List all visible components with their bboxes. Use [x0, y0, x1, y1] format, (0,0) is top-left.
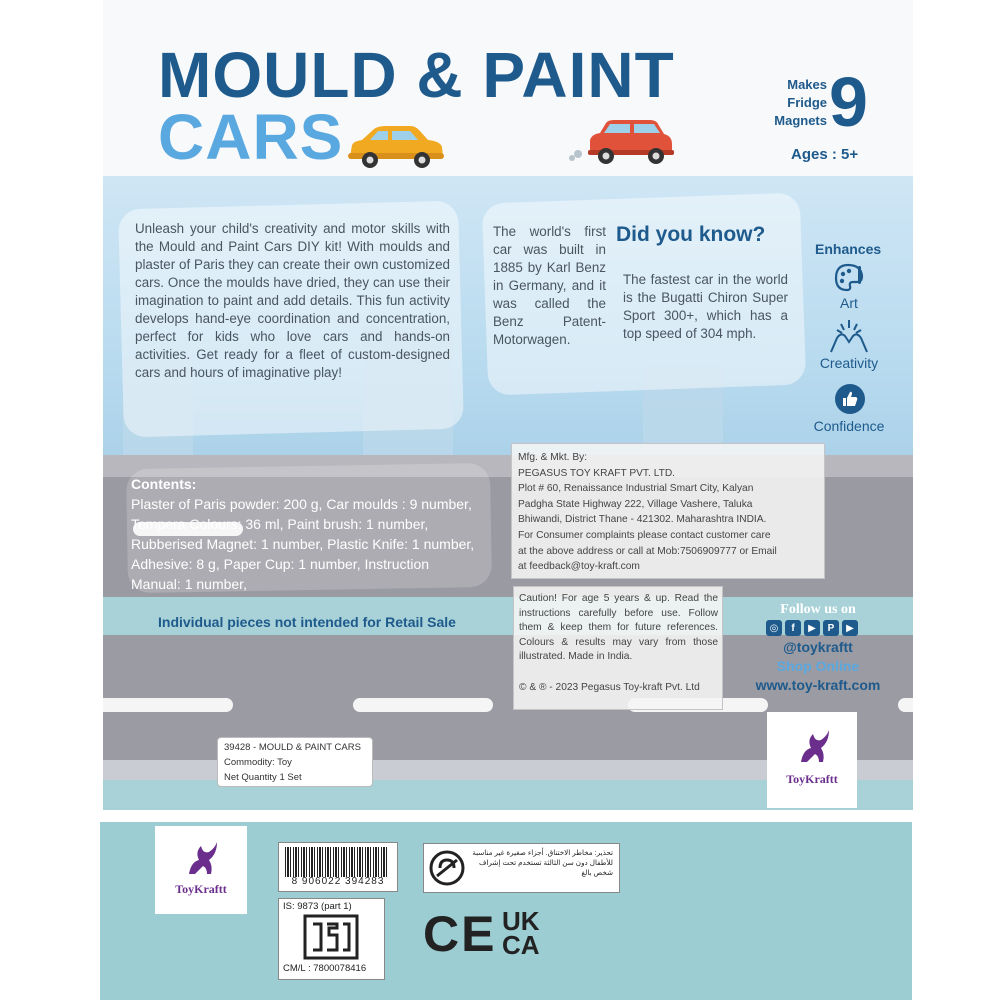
youtube-icon[interactable]: ▶: [804, 620, 820, 636]
hands-icon: [827, 316, 871, 354]
contents-title: Contents:: [131, 476, 197, 492]
isi-standard: IS: 9873 (part 1): [283, 901, 352, 912]
youtube-play-icon[interactable]: ▶: [842, 620, 858, 636]
social-icons: [766, 620, 858, 636]
magnet-count: 9: [829, 63, 868, 141]
history-fact: The world's first car was built in 1885 by Karl Benz in Germany, and it was called the Benz Patent-Motorwagen.: [493, 224, 606, 347]
thumbs-up-icon: [834, 383, 866, 415]
pegasus-icon: [793, 728, 833, 768]
arabic-warning-box: [423, 843, 620, 893]
makes-line-2: Fridge: [787, 95, 827, 110]
commodity-line: Commodity: Toy: [224, 757, 292, 768]
isi-mark: [278, 898, 385, 980]
caution-text: Caution! For age 5 years & up. Read the instructions carefully before use. Follow them & keep them for future references. Colours & results may vary from those illustrated. Made in India.: [519, 593, 718, 662]
red-car-icon: [568, 118, 678, 168]
instagram-icon[interactable]: ◎: [766, 620, 782, 636]
makes-label: [771, 76, 827, 130]
choking-hazard-icon: [428, 849, 466, 887]
ukca-line-2: CA: [502, 930, 540, 960]
contents-list: Plaster of Paris powder: 200 g, Car moulds : 9 number, Tempera Colours: 36 ml, Paint brush: 1 number, Rubberised Magnet: 1 number, Plastic Knife: 1 number, Adhesive: 8 g, Paper Cup: 1 number, Instruction Manual: 1 number,: [131, 496, 475, 592]
manufacturer-line: For Consumer complaints please contact customer care: [518, 529, 771, 541]
pinterest-icon[interactable]: P: [823, 620, 839, 636]
isi-licence: CM/L : 7800078416: [283, 963, 367, 974]
road-marking: [353, 698, 493, 712]
enhances-item-creativity: Creativity: [819, 355, 879, 371]
retail-note: Individual pieces not intended for Retail Sale: [158, 614, 456, 630]
makes-line-1: Makes: [787, 77, 827, 92]
manufacturer-line: Bhiwandi, District Thane - 421302. Maharashtra INDIA.: [518, 514, 767, 526]
ages-label: Ages : 5+: [791, 146, 859, 163]
manufacturer-line: PEGASUS TOY KRAFT PVT. LTD.: [518, 467, 676, 479]
follow-us-label: Follow us on: [780, 602, 856, 617]
caution-box: [513, 586, 723, 710]
toykraftt-logo: [155, 826, 247, 914]
did-you-know-title: Did you know?: [616, 223, 766, 246]
palette-icon: [833, 262, 865, 294]
ukca-mark: [502, 906, 562, 960]
contents-block: [131, 474, 481, 594]
makes-line-3: Magnets: [774, 113, 827, 128]
toykraftt-logo: [767, 712, 857, 808]
road-marking: [898, 698, 913, 712]
brand-name: ToyKraftt: [786, 772, 838, 786]
facebook-icon[interactable]: f: [785, 620, 801, 636]
title-line-1: MOULD & PAINT: [158, 39, 675, 111]
barcode: [278, 842, 398, 892]
copyright-text: © & ® - 2023 Pegasus Toy-kraft Pvt. Ltd: [519, 681, 700, 693]
manufacturer-line: Padgha State Highway 222, Village Vashere, Taluka: [518, 498, 753, 510]
barcode-bars: [285, 847, 389, 877]
title-line-2: CARS: [158, 101, 344, 173]
barcode-number: 8 906022 394283: [291, 876, 385, 887]
sku-label: [217, 737, 373, 787]
manufacturer-line: Mfg. & Mkt. By:: [518, 452, 588, 463]
package-panel: [103, 0, 913, 810]
ce-mark: CE: [423, 906, 497, 962]
quantity-line: Net Quantity 1 Set: [224, 772, 302, 783]
social-handle[interactable]: @toykraftt: [783, 639, 853, 655]
arabic-warning-text: تحذير: مخاطر الاختناق. أجزاء صغيرة غير مناسبة للأطفال دون سن الثالثة تستخدم تحت إشراف شخص بالغ: [472, 848, 613, 877]
shop-online-label: Shop Online: [776, 658, 860, 674]
road-marking: [103, 698, 233, 712]
enhances-item-art: Art: [840, 295, 858, 311]
ukca-line-1: UK: [502, 906, 540, 936]
manufacturer-line: Plot # 60, Renaissance Industrial Smart City, Kalyan: [518, 483, 754, 495]
manufacturer-line: at the above address or call at Mob:7506909777 or Email: [518, 545, 777, 557]
yellow-car-icon: [346, 123, 446, 171]
manufacturer-line: at feedback@toy-kraft.com: [518, 561, 640, 573]
website-link[interactable]: www.toy-kraft.com: [755, 677, 881, 693]
enhances-item-confidence: Confidence: [813, 418, 885, 434]
brand-name: ToyKraftt: [175, 882, 227, 896]
did-you-know-text: The fastest car in the world is the Bugatti Chiron Super Sport 300+, which has a top speed of 304 mph.: [623, 272, 788, 341]
manufacturer-box: [511, 443, 825, 579]
isi-icon: [303, 914, 359, 960]
enhances-title: Enhances: [815, 241, 882, 257]
product-description: Unleash your child's creativity and motor skills with the Mould and Paint Cars DIY kit! With moulds and plaster of Paris they can create their own customized cars. Once the moulds have dried, they can use their imagination to paint and add details. This fun activity develops hand-eye coordination and concentration, perfect for kids who love cars and hands-on activities. Get ready for a fleet of custom-designed cars and hours of imaginative play!: [135, 221, 450, 380]
sku-line: 39428 - MOULD & PAINT CARS: [224, 742, 361, 753]
pegasus-icon: [181, 840, 221, 880]
